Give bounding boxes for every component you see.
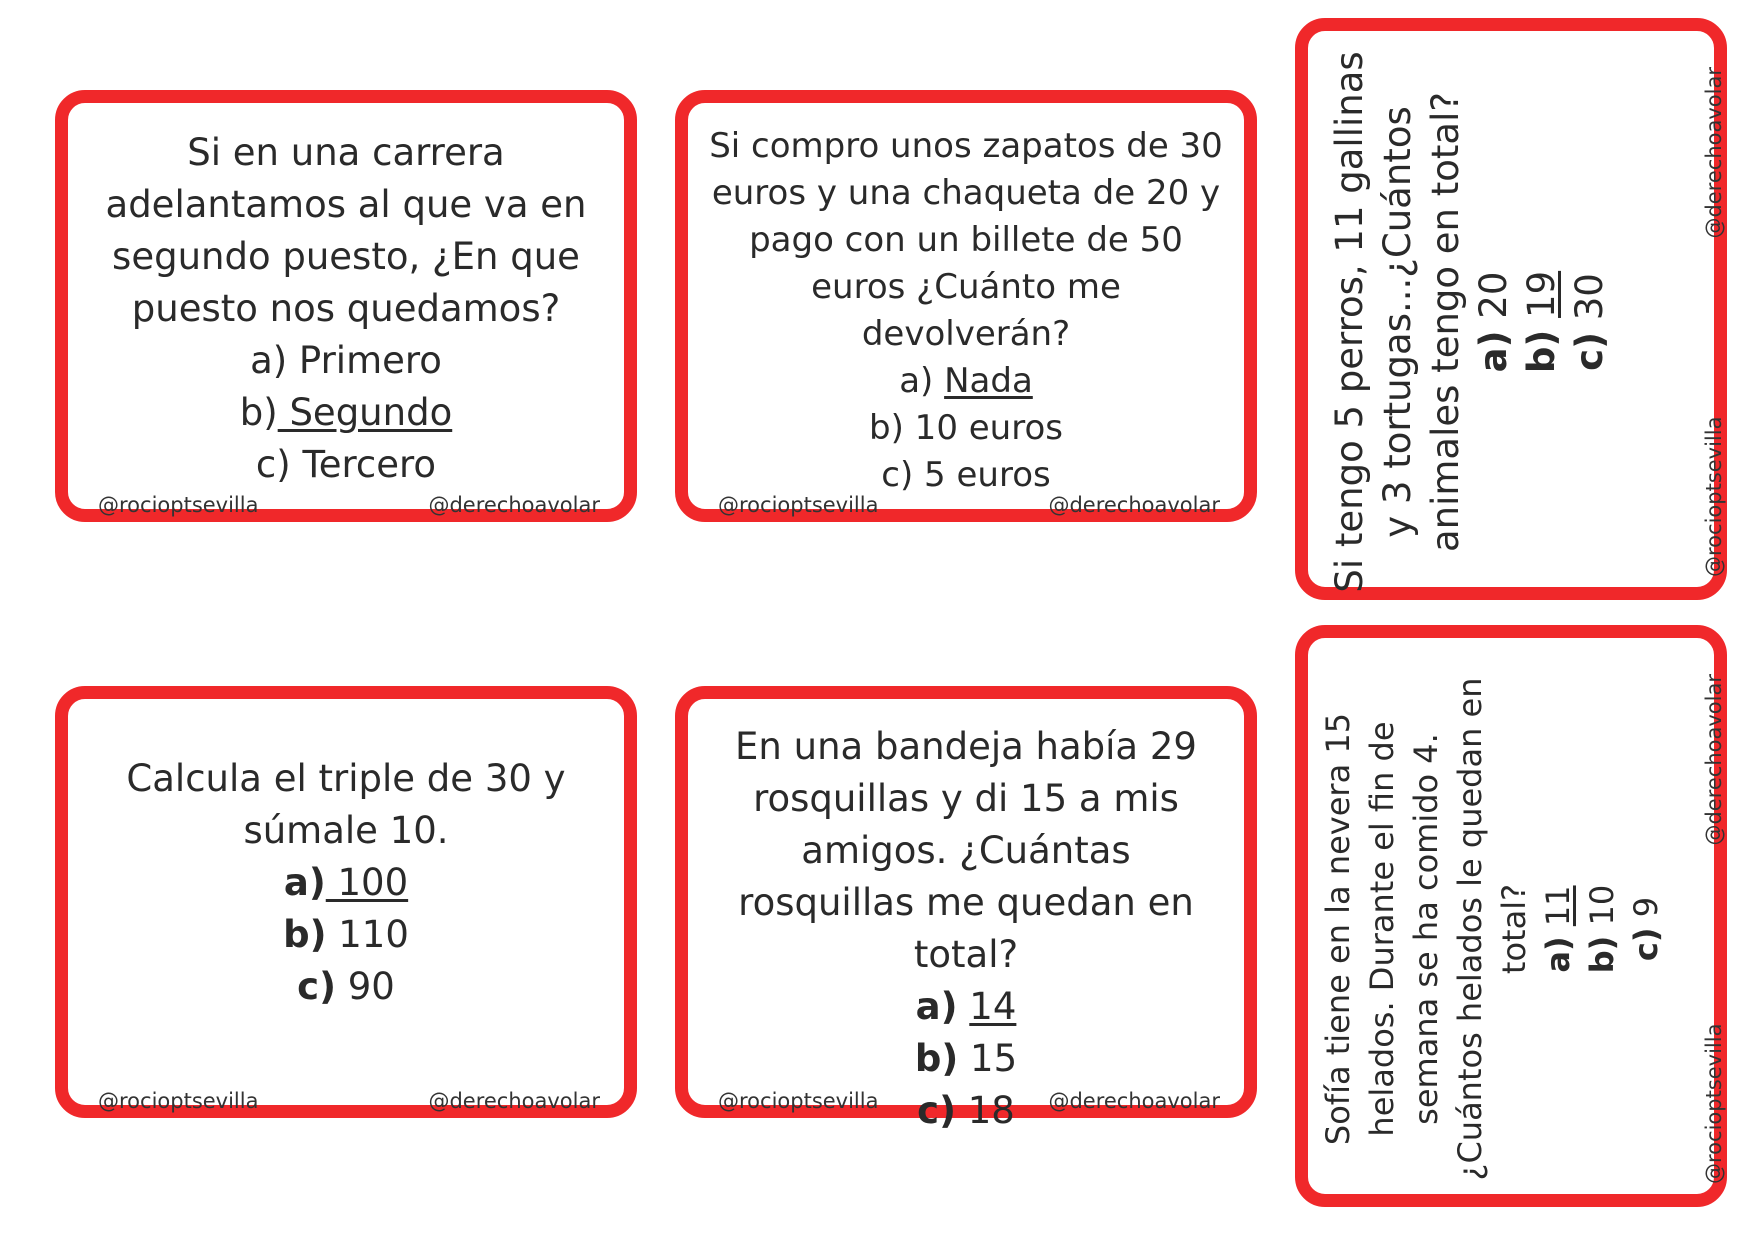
option-b: b) 10 [1583, 884, 1621, 974]
option-a: a) 11 [1539, 885, 1577, 973]
credit-right: @derechoavolar [1048, 1089, 1220, 1113]
credit-right: @derechoavolar [428, 1089, 600, 1113]
option-c: c) 30 [1568, 273, 1611, 371]
option-a: a) Primero [250, 339, 442, 382]
card-footer [98, 1089, 600, 1113]
question-card-6 [1295, 625, 1727, 1207]
question-card-4 [55, 686, 637, 1118]
card-content [708, 123, 1224, 499]
rotated-content [1308, 638, 1740, 1220]
question-text: Si tengo 5 perros, 11 gallinas y 3 tortugas...¿Cuántos animales tengo en total? [1328, 51, 1467, 593]
card-footer [1702, 674, 1726, 1184]
option-c: c) 9 [1627, 896, 1665, 962]
option-a: a) Nada [899, 361, 1033, 401]
rotated-content [1308, 31, 1740, 613]
credit-right: @derechoavolar [1702, 674, 1726, 846]
option-a: a) 14 [915, 985, 1017, 1028]
option-b: b) Segundo [239, 391, 453, 434]
option-a: a) 20 [1472, 271, 1515, 373]
question-text: Si en una carrera adelantamos al que va en segundo puesto, ¿En que puesto nos quedamos? [105, 131, 587, 330]
card-content [88, 127, 604, 491]
card-footer [1702, 67, 1726, 577]
credit-left: @rocioptsevilla [1702, 416, 1726, 577]
card-content [1316, 658, 1668, 1200]
question-text: En una bandeja había 29 rosquillas y di 15 a mis amigos. ¿Cuántas rosquillas me quedan en total? [735, 725, 1197, 976]
question-card-1 [55, 90, 637, 522]
credit-right: @derechoavolar [1048, 493, 1220, 517]
credit-right: @derechoavolar [428, 493, 600, 517]
card-footer [718, 1089, 1220, 1113]
option-b: b) 10 euros [869, 408, 1063, 448]
question-text: Calcula el triple de 30 y súmale 10. [126, 757, 566, 852]
option-b: b) 19 [1520, 270, 1563, 374]
card-footer [718, 493, 1220, 517]
option-c: c) 90 [297, 965, 395, 1008]
option-c: c) 18 [917, 1089, 1015, 1132]
option-b: b) 15 [914, 1037, 1018, 1080]
credit-left: @rocioptsevilla [98, 1089, 259, 1113]
credit-left: @rocioptsevilla [718, 493, 879, 517]
card-footer [98, 493, 600, 517]
credit-left: @rocioptsevilla [98, 493, 259, 517]
credit-right: @derechoavolar [1702, 67, 1726, 239]
question-text: Sofía tiene en la nevera 15 helados. Durante el fin de semana se ha comido 4. ¿Cuántos helados le quedan en total? [1319, 677, 1533, 1181]
card-content [1326, 51, 1614, 593]
option-a: a) 100 [283, 861, 409, 904]
question-card-3 [1295, 18, 1727, 600]
option-c: c) Tercero [255, 443, 437, 486]
card-content [708, 721, 1224, 1137]
credit-left: @rocioptsevilla [718, 1089, 879, 1113]
question-text: Si compro unos zapatos de 30 euros y una chaqueta de 20 y pago con un billete de 50 euros ¿Cuánto me devolverán? [709, 126, 1223, 354]
card-content [88, 753, 604, 1013]
question-card-5 [675, 686, 1257, 1132]
question-card-2 [675, 90, 1257, 522]
option-b: b) 110 [283, 913, 409, 956]
credit-left: @rocioptsevilla [1702, 1023, 1726, 1184]
option-c: c) 5 euros [881, 455, 1051, 495]
